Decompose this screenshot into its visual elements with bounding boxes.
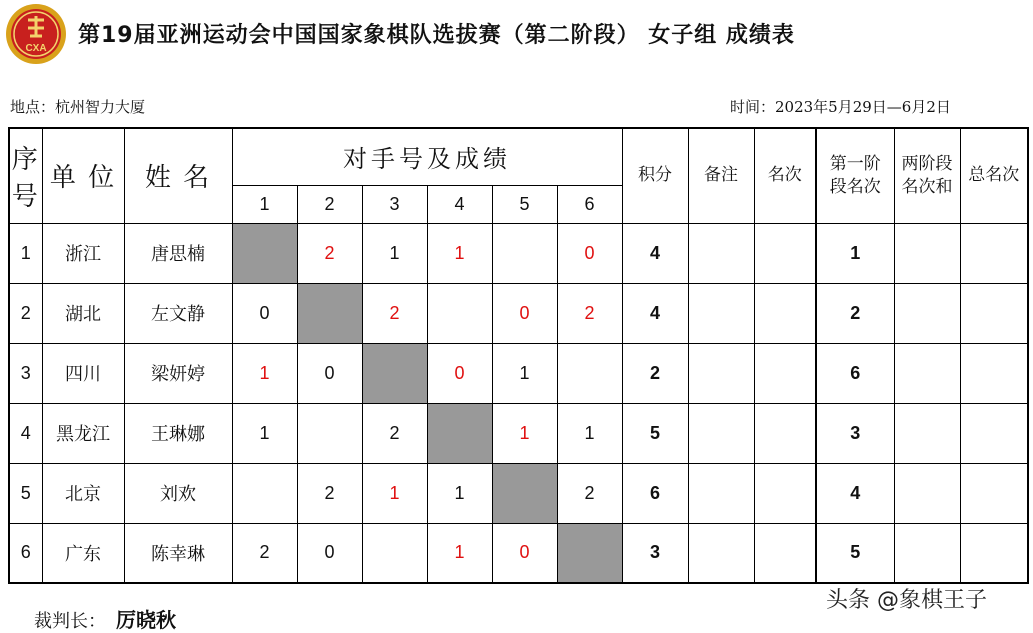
row-points: 6 <box>622 463 688 523</box>
row-total-rank <box>960 523 1028 583</box>
referee-label: 裁判长： <box>34 611 106 632</box>
result-cell: 2 <box>557 283 622 343</box>
result-cell <box>232 463 297 523</box>
row-points: 4 <box>622 283 688 343</box>
result-cell: 0 <box>427 343 492 403</box>
result-cell: 1 <box>362 463 427 523</box>
table-row <box>9 523 1028 583</box>
header-stage1-rank <box>816 128 894 223</box>
self-cell <box>362 343 427 403</box>
result-cell: 1 <box>232 343 297 403</box>
row-points: 2 <box>622 343 688 403</box>
row-rank <box>754 343 816 403</box>
row-seq: 2 <box>9 283 42 343</box>
opponent-number: 6 <box>557 185 622 223</box>
row-name: 左文静 <box>124 283 232 343</box>
row-rank <box>754 283 816 343</box>
row-unit: 四川 <box>42 343 124 403</box>
row-name: 陈幸琳 <box>124 523 232 583</box>
cxa-logo <box>4 2 68 66</box>
result-cell <box>362 523 427 583</box>
header-two-stage-line1: 两阶段 <box>901 153 953 174</box>
row-remark <box>688 223 754 283</box>
header-unit: 单 位 <box>42 128 124 223</box>
result-cell: 2 <box>232 523 297 583</box>
result-cell: 1 <box>232 403 297 463</box>
header-seq <box>9 128 42 223</box>
row-stage1-rank: 2 <box>816 283 894 343</box>
header-two-stage-sum <box>894 128 960 223</box>
row-rank <box>754 463 816 523</box>
row-total-rank <box>960 283 1028 343</box>
row-unit: 广东 <box>42 523 124 583</box>
watermark-text: 头条 @象棋王子 <box>826 588 987 613</box>
row-points: 4 <box>622 223 688 283</box>
result-cell: 0 <box>492 523 557 583</box>
result-cell <box>427 283 492 343</box>
referee-line <box>34 604 176 633</box>
row-two-stage-sum <box>894 343 960 403</box>
result-cell: 2 <box>362 403 427 463</box>
result-cell: 1 <box>427 223 492 283</box>
row-remark <box>688 463 754 523</box>
row-points: 5 <box>622 403 688 463</box>
row-stage1-rank: 1 <box>816 223 894 283</box>
results-table <box>8 127 1029 584</box>
row-stage1-rank: 3 <box>816 403 894 463</box>
self-cell <box>427 403 492 463</box>
referee-name: 厉晓秋 <box>116 608 176 632</box>
result-cell <box>492 223 557 283</box>
header-seq-line1: 序 <box>11 144 40 175</box>
self-cell <box>232 223 297 283</box>
table-body <box>9 223 1028 583</box>
row-rank <box>754 223 816 283</box>
row-name: 王琳娜 <box>124 403 232 463</box>
row-two-stage-sum <box>894 283 960 343</box>
row-seq: 5 <box>9 463 42 523</box>
row-unit: 浙江 <box>42 223 124 283</box>
self-cell <box>297 283 362 343</box>
row-total-rank <box>960 463 1028 523</box>
result-cell <box>297 403 362 463</box>
header-total-rank: 总名次 <box>960 128 1028 223</box>
row-remark <box>688 283 754 343</box>
row-total-rank <box>960 223 1028 283</box>
row-total-rank <box>960 343 1028 403</box>
header-points: 积分 <box>622 128 688 223</box>
result-cell: 0 <box>557 223 622 283</box>
result-cell: 1 <box>427 523 492 583</box>
row-seq: 4 <box>9 403 42 463</box>
table-row <box>9 403 1028 463</box>
self-cell <box>557 523 622 583</box>
opponent-number: 4 <box>427 185 492 223</box>
row-name: 刘欢 <box>124 463 232 523</box>
header-rank: 名次 <box>754 128 816 223</box>
row-remark <box>688 523 754 583</box>
row-name: 唐思楠 <box>124 223 232 283</box>
row-seq: 6 <box>9 523 42 583</box>
row-unit: 北京 <box>42 463 124 523</box>
table-row <box>9 343 1028 403</box>
page-title: 第19届亚洲运动会中国国家象棋队选拔赛（第二阶段） 女子组 成绩表 <box>78 23 795 48</box>
time-text: 时间：2023年5月29日—6月2日 <box>730 98 951 116</box>
result-cell: 0 <box>492 283 557 343</box>
row-total-rank <box>960 403 1028 463</box>
row-unit: 湖北 <box>42 283 124 343</box>
row-rank <box>754 403 816 463</box>
opponent-number: 5 <box>492 185 557 223</box>
row-two-stage-sum <box>894 403 960 463</box>
table-row <box>9 283 1028 343</box>
table-row <box>9 463 1028 523</box>
header-stage1-line1: 第一阶 <box>829 153 881 174</box>
header-name: 姓 名 <box>124 128 232 223</box>
result-cell: 1 <box>557 403 622 463</box>
header-stage1-line2: 段名次 <box>829 176 881 197</box>
self-cell <box>492 463 557 523</box>
row-two-stage-sum <box>894 223 960 283</box>
row-unit: 黑龙江 <box>42 403 124 463</box>
header-opponents: 对手号及成绩 <box>232 128 622 185</box>
result-cell: 0 <box>232 283 297 343</box>
result-cell: 1 <box>427 463 492 523</box>
result-cell: 1 <box>362 223 427 283</box>
row-points: 3 <box>622 523 688 583</box>
venue-text: 地点：杭州智力大厦 <box>10 98 146 116</box>
row-two-stage-sum <box>894 523 960 583</box>
table-row <box>9 223 1028 283</box>
row-stage1-rank: 4 <box>816 463 894 523</box>
row-remark <box>688 343 754 403</box>
result-cell: 0 <box>297 523 362 583</box>
result-cell: 2 <box>297 463 362 523</box>
opponent-number: 3 <box>362 185 427 223</box>
row-stage1-rank: 6 <box>816 343 894 403</box>
header-remark: 备注 <box>688 128 754 223</box>
row-two-stage-sum <box>894 463 960 523</box>
result-cell: 1 <box>492 403 557 463</box>
row-seq: 1 <box>9 223 42 283</box>
row-stage1-rank: 5 <box>816 523 894 583</box>
row-seq: 3 <box>9 343 42 403</box>
result-cell: 2 <box>297 223 362 283</box>
opponent-number: 2 <box>297 185 362 223</box>
logo-text: CXA <box>25 43 47 54</box>
header-two-stage-line2: 名次和 <box>901 176 953 197</box>
result-cell: 1 <box>492 343 557 403</box>
result-cell: 0 <box>297 343 362 403</box>
header-seq-line2: 号 <box>11 181 40 212</box>
result-cell: 2 <box>362 283 427 343</box>
result-cell <box>557 343 622 403</box>
row-name: 梁妍婷 <box>124 343 232 403</box>
row-remark <box>688 403 754 463</box>
result-cell: 2 <box>557 463 622 523</box>
row-rank <box>754 523 816 583</box>
opponent-number: 1 <box>232 185 297 223</box>
